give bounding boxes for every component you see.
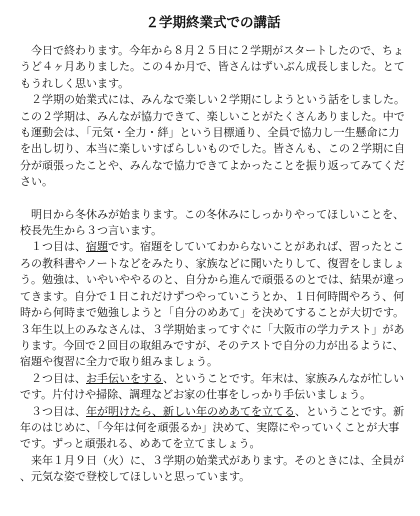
section-winter-break (20, 207, 406, 486)
document-title: ２学期終業式での講話 (145, 15, 281, 31)
point-lead: ３つ目は、 (20, 404, 86, 418)
point-body: 、ということです。年末は、家族みんなが忙しいです。片付けや掃除、調理などお家の仕事をしっかり手伝いましょう。 (20, 371, 405, 402)
point-help-underlined: お手伝いをする (86, 371, 163, 385)
paragraph-point-homework (20, 239, 406, 370)
paragraph-point-goal (20, 404, 406, 453)
point-body: です。宿題をしていてわからないことがあれば、習ったところの教科書やノートなどをみたり、家族などに聞いたりして、復習をしましょう。勉強は、いやいややるのと、自分から進んで頑張るのとでは、結果が違ってきます。自分で１日これだけずつやっていこうとか、１日何時間やろう、何時から何時まで勉強しようと「自分のめあて」を決めてすることが大切です。３年生以上のみなさんは、３学期始まってすぐに「大阪市の学力テスト」があります。今回で２回目の取組みですが、そのテストで自分の力が出るように、宿題や復習に全力で取り組みましょう。 (20, 240, 405, 369)
paragraph-point-help (20, 371, 406, 404)
section-review (20, 43, 406, 191)
paragraph-gap (20, 191, 406, 207)
paragraph-second-term: ２学期の始業式には、みんなで楽しい２学期にしようという話をしました。この２学期は、みんなが協力できて、楽しいことがたくさんありました。中でも運動会は、「元気・全力・絆」という目標通り、全員で協力し一生懸命に力を出し切り、本当に楽しいすばらしいものでした。皆さんも、この２学期に自分が頑張ったことや、みんなで協力できてよかったことを振り返ってみてください。 (20, 93, 405, 189)
paragraph-winter-intro: 明日から冬休みが始まります。この冬休みにしっかりやってほしいことを、校長先生から３つ言います。 (20, 207, 405, 238)
point-lead: １つ目は、 (20, 240, 86, 254)
point-lead: ２つ目は、 (20, 371, 86, 385)
point-body: 、ということです。新年のはじめに、「今年は何を頑張るか」決めて、実際にやっていくことが大事です。ずっと頑張れる、めあてを立てましょう。 (20, 404, 405, 451)
paragraph-closing: 来年１月９日（火）に、３学期の始業式があります。そのときには、全員が、元気な姿で登校してほしいと思っています。 (20, 453, 405, 484)
paragraph-intro: 今日で終わります。今年から８月２５日に２学期がスタートしたので、ちょうど４ヶ月ありました。この４か月で、皆さんはずいぶん成長しました。とてもうれしく思います。 (20, 44, 405, 90)
point-homework-underlined: 宿題 (86, 240, 108, 254)
point-goal-underlined: 年が明けたら、新しい年のめあてを立てる (86, 404, 295, 418)
